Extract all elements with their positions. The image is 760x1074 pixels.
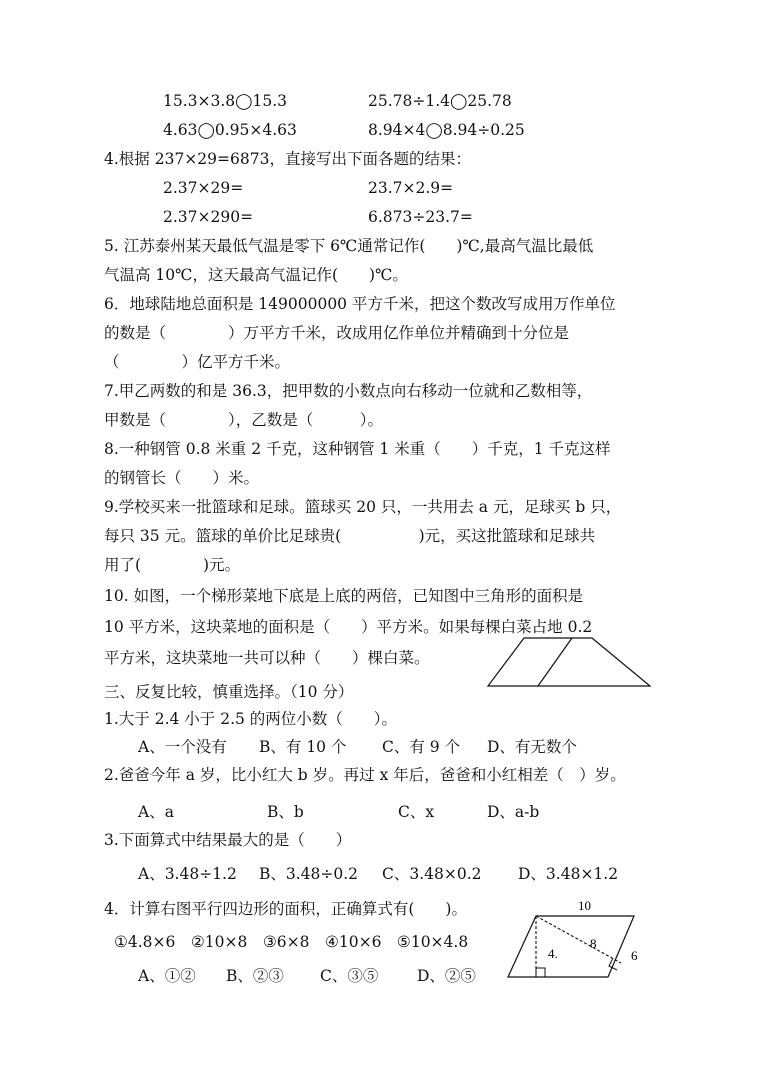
choice-2-question: 2.爸爸今年 a 岁，比小红大 b 岁。再过 x 年后，爸爸和小红相差（ ）岁。 [104,766,626,784]
label-height: 4. [548,946,558,961]
section-3-title: 三、反复比较，慎重选择。（10 分） [104,683,354,701]
right-angle-marker [536,968,545,977]
question-10-line: 10. 如图，一个梯形菜地下底是上底的两倍，已知图中三角形的面积是 [104,587,584,605]
choice-4-option-c: C、③⑤ [320,967,379,985]
question-8-line: 8.一种钢管 0.8 米重 2 千克，这种钢管 1 米重（ ）千克，1 千克这样 [104,440,611,458]
trapezoid-shape [488,638,650,686]
question-7-line: 7.甲乙两数的和是 36.3，把甲数的小数点向右移动一位就和乙数相等， [104,382,593,400]
calc-item: 2.37×290= [163,208,254,226]
question-9-line: 用了( )元。 [104,556,241,574]
question-5-line: 5. 江苏泰州某天最低气温是零下 6℃通常记作( )℃,最高气温比最低 [104,237,594,255]
choice-3-option-d: D、3.48×1.2 [518,865,619,883]
comparison-item: 15.3×3.8◯15.3 [163,92,288,110]
parallelogram-shape [508,916,634,977]
question-10-line: 平方米，这块菜地一共可以种（ ）棵白菜。 [104,649,430,667]
choice-4-option-d: D、②⑤ [417,967,476,985]
question-4-title: 4.根据 237×29=6873，直接写出下面各题的结果： [104,150,471,168]
choice-2-option-b: B、b [267,803,304,821]
choice-2-option-c: C、x [398,803,435,821]
question-6-line: 的数是（ ）万平方千米，改成用亿作单位并精确到十分位是 [104,324,570,342]
question-5-line: 气温高 10℃，这天最高气温记作( )℃。 [104,266,408,284]
choice-1-question: 1.大于 2.4 小于 2.5 的两位小数（ ）。 [104,710,398,728]
choice-4-option-a: A、①② [138,967,196,985]
comparison-item: 8.94×4◯8.94÷0.25 [368,121,525,139]
question-6-line: 6．地球陆地总面积是 149000000 平方千米，把这个数改写成用万作单位 [104,295,616,313]
choice-4-formulas: ①4.8×6 ②10×8 ③6×8 ④10×6 ⑤10×4.8 [114,933,469,951]
question-9-line: 9.学校买来一批篮球和足球。篮球买 20 只，一共用去 a 元，足球买 b 只， [104,498,622,516]
choice-1-option-a: A、一个没有 [138,738,227,756]
choice-4-question: 4．计算右图平行四边形的面积，正确算式有( )。 [104,900,467,918]
label-diagonal: 8 [590,936,597,951]
label-top: 10 [578,898,591,913]
choice-3-question: 3.下面算式中结果最大的是（ ） [104,831,352,849]
choice-3-option-b: B、3.48÷0.2 [259,865,359,883]
choice-2-option-d: D、a-b [487,803,540,821]
choice-3-option-c: C、3.48×0.2 [382,865,482,883]
question-7-line: 甲数是（ ），乙数是（ ）。 [104,411,384,429]
choice-3-option-a: A、3.48÷1.2 [138,865,237,883]
calc-item: 2.37×29= [163,179,244,197]
choice-1-option-d: D、有无数个 [487,738,577,756]
choice-2-option-a: A、a [138,803,174,821]
parallelogram-figure [500,896,650,982]
trapezoid-divider [538,638,572,686]
question-6-line: （ ）亿平方千米。 [104,353,291,371]
question-8-line: 的钢管长（ ）米。 [104,469,260,487]
choice-4-option-b: B、②③ [226,967,284,985]
question-10-line: 10 平方米，这块菜地的面积是（ ）平方米。如果每棵白菜占地 0.2 [104,618,593,636]
comparison-item: 4.63◯0.95×4.63 [163,121,297,139]
choice-1-option-c: C、有 9 个 [382,738,461,756]
calc-item: 6.873÷23.7= [368,208,473,226]
comparison-item: 25.78÷1.4◯25.78 [368,92,512,110]
choice-1-option-b: B、有 10 个 [259,738,347,756]
label-side: 6 [631,948,638,963]
calc-item: 23.7×2.9= [368,179,454,197]
question-9-line: 每只 35 元。篮球的单价比足球贵( )元，买这批篮球和足球共 [104,527,596,545]
trapezoid-figure [486,636,656,690]
